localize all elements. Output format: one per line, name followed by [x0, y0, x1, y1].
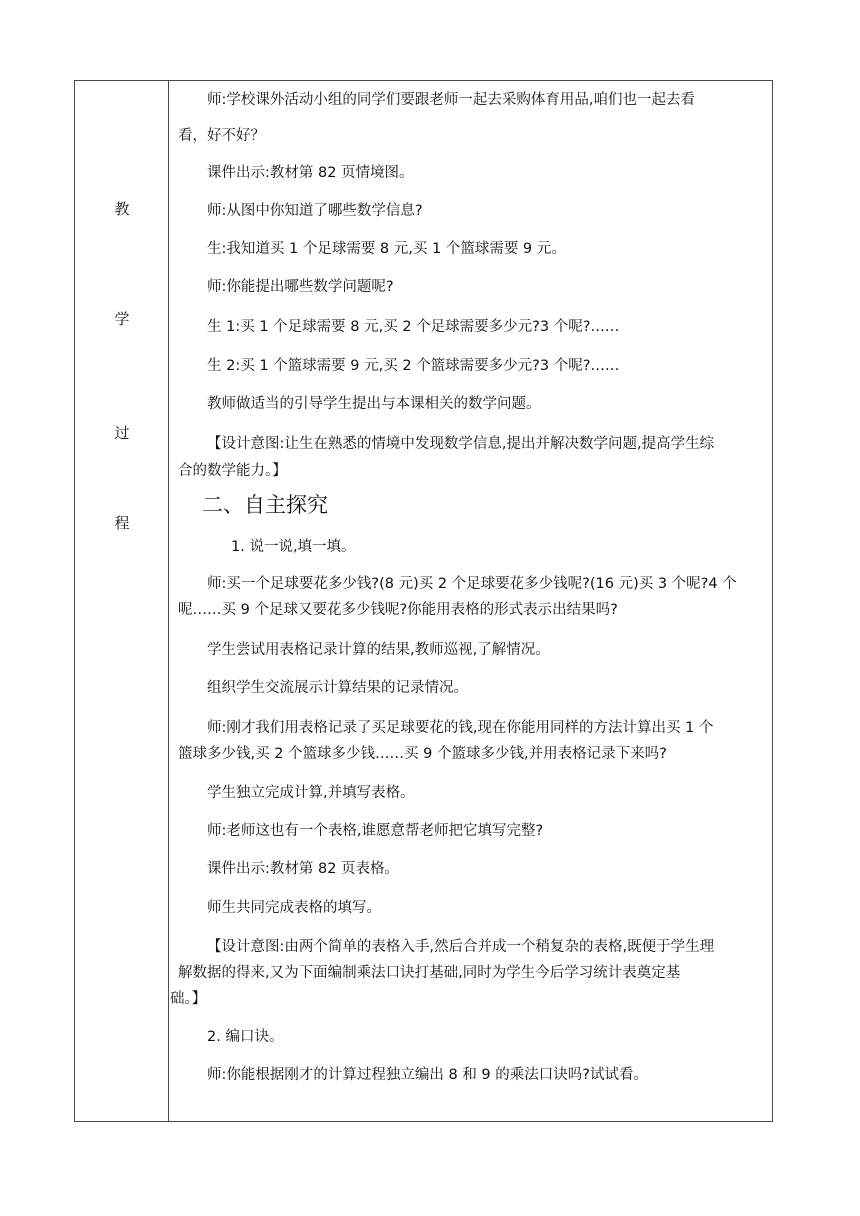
design-intent-line: 础。】 [170, 991, 207, 1007]
paragraph-line: 看，好不好？ [178, 128, 265, 144]
paragraph-line: 学生独立完成计算,并填写表格。 [207, 785, 415, 801]
paragraph-line: 师:你能根据刚才的计算过程独立编出 8 和 9 的乘法口诀吗?试试看。 [207, 1067, 648, 1083]
side-label-xue: 学 [114, 310, 130, 328]
paragraph-line: 师:你能提出哪些数学问题呢? [207, 279, 394, 295]
lesson-content [170, 81, 774, 1121]
subsection-title: 1. 说一说,填一填。 [231, 539, 356, 555]
paragraph-line: 生:我知道买 1 个足球需要 8 元,买 1 个篮球需要 9 元。 [207, 241, 566, 257]
side-label-cheng: 程 [114, 514, 130, 532]
paragraph-line: 组织学生交流展示计算结果的记录情况。 [207, 680, 468, 696]
paragraph-line: 师:学校课外活动小组的同学们要跟老师一起去采购体育用品,咱们也一起去看 [207, 92, 695, 108]
paragraph-line: 课件出示:教材第 82 页情境图。 [207, 165, 414, 181]
paragraph-line: 师:刚才我们用表格记录了买足球要花的钱,现在你能用同样的方法计算出买 1 个 [207, 720, 714, 736]
paragraph-line: 教师做适当的引导学生提出与本课相关的数学问题。 [207, 396, 541, 412]
paragraph-line: 师生共同完成表格的填写。 [207, 900, 381, 916]
paragraph-line: 篮球多少钱,买 2 个篮球多少钱……买 9 个篮球多少钱,并用表格记录下来吗? [178, 746, 667, 762]
design-intent-line: 合的数学能力。】 [178, 463, 287, 479]
subsection-title: 2. 编口诀。 [207, 1029, 284, 1045]
paragraph-line: 师:买一个足球要花多少钱?(8 元)买 2 个足球要花多少钱呢?(16 元)买 3 个呢?4 个 [207, 576, 737, 592]
lesson-table [74, 80, 773, 1122]
paragraph-line: 师:从图中你知道了哪些数学信息? [207, 203, 423, 219]
design-intent-line: 解数据的得来,又为下面编制乘法口诀打基础,同时为学生今后学习统计表奠定基 [178, 965, 681, 981]
side-label-guo: 过 [114, 424, 130, 442]
paragraph-line: 师:老师这也有一个表格,谁愿意帮老师把它填写完整? [207, 823, 544, 839]
design-intent-line: 【设计意图:由两个简单的表格入手,然后合并成一个稍复杂的表格,既便于学生理 [207, 939, 715, 955]
side-label-jiao: 教 [114, 200, 130, 218]
paragraph-line: 课件出示:教材第 82 页表格。 [207, 861, 400, 877]
design-intent-line: 【设计意图:让生在熟悉的情境中发现数学信息,提出并解决数学问题,提高学生综 [207, 436, 715, 452]
section-label-column [75, 81, 169, 1121]
paragraph-line: 学生尝试用表格记录计算的结果,教师巡视,了解情况。 [207, 642, 550, 658]
paragraph-line: 生 1:买 1 个足球需要 8 元,买 2 个足球需要多少元?3 个呢?…… [207, 319, 620, 335]
section-heading: 二、自主探究 [202, 493, 328, 517]
paragraph-line: 生 2:买 1 个篮球需要 9 元,买 2 个篮球需要多少元?3 个呢?…… [207, 358, 620, 374]
paragraph-line: 呢……买 9 个足球又要花多少钱呢?你能用表格的形式表示出结果吗? [178, 602, 618, 618]
